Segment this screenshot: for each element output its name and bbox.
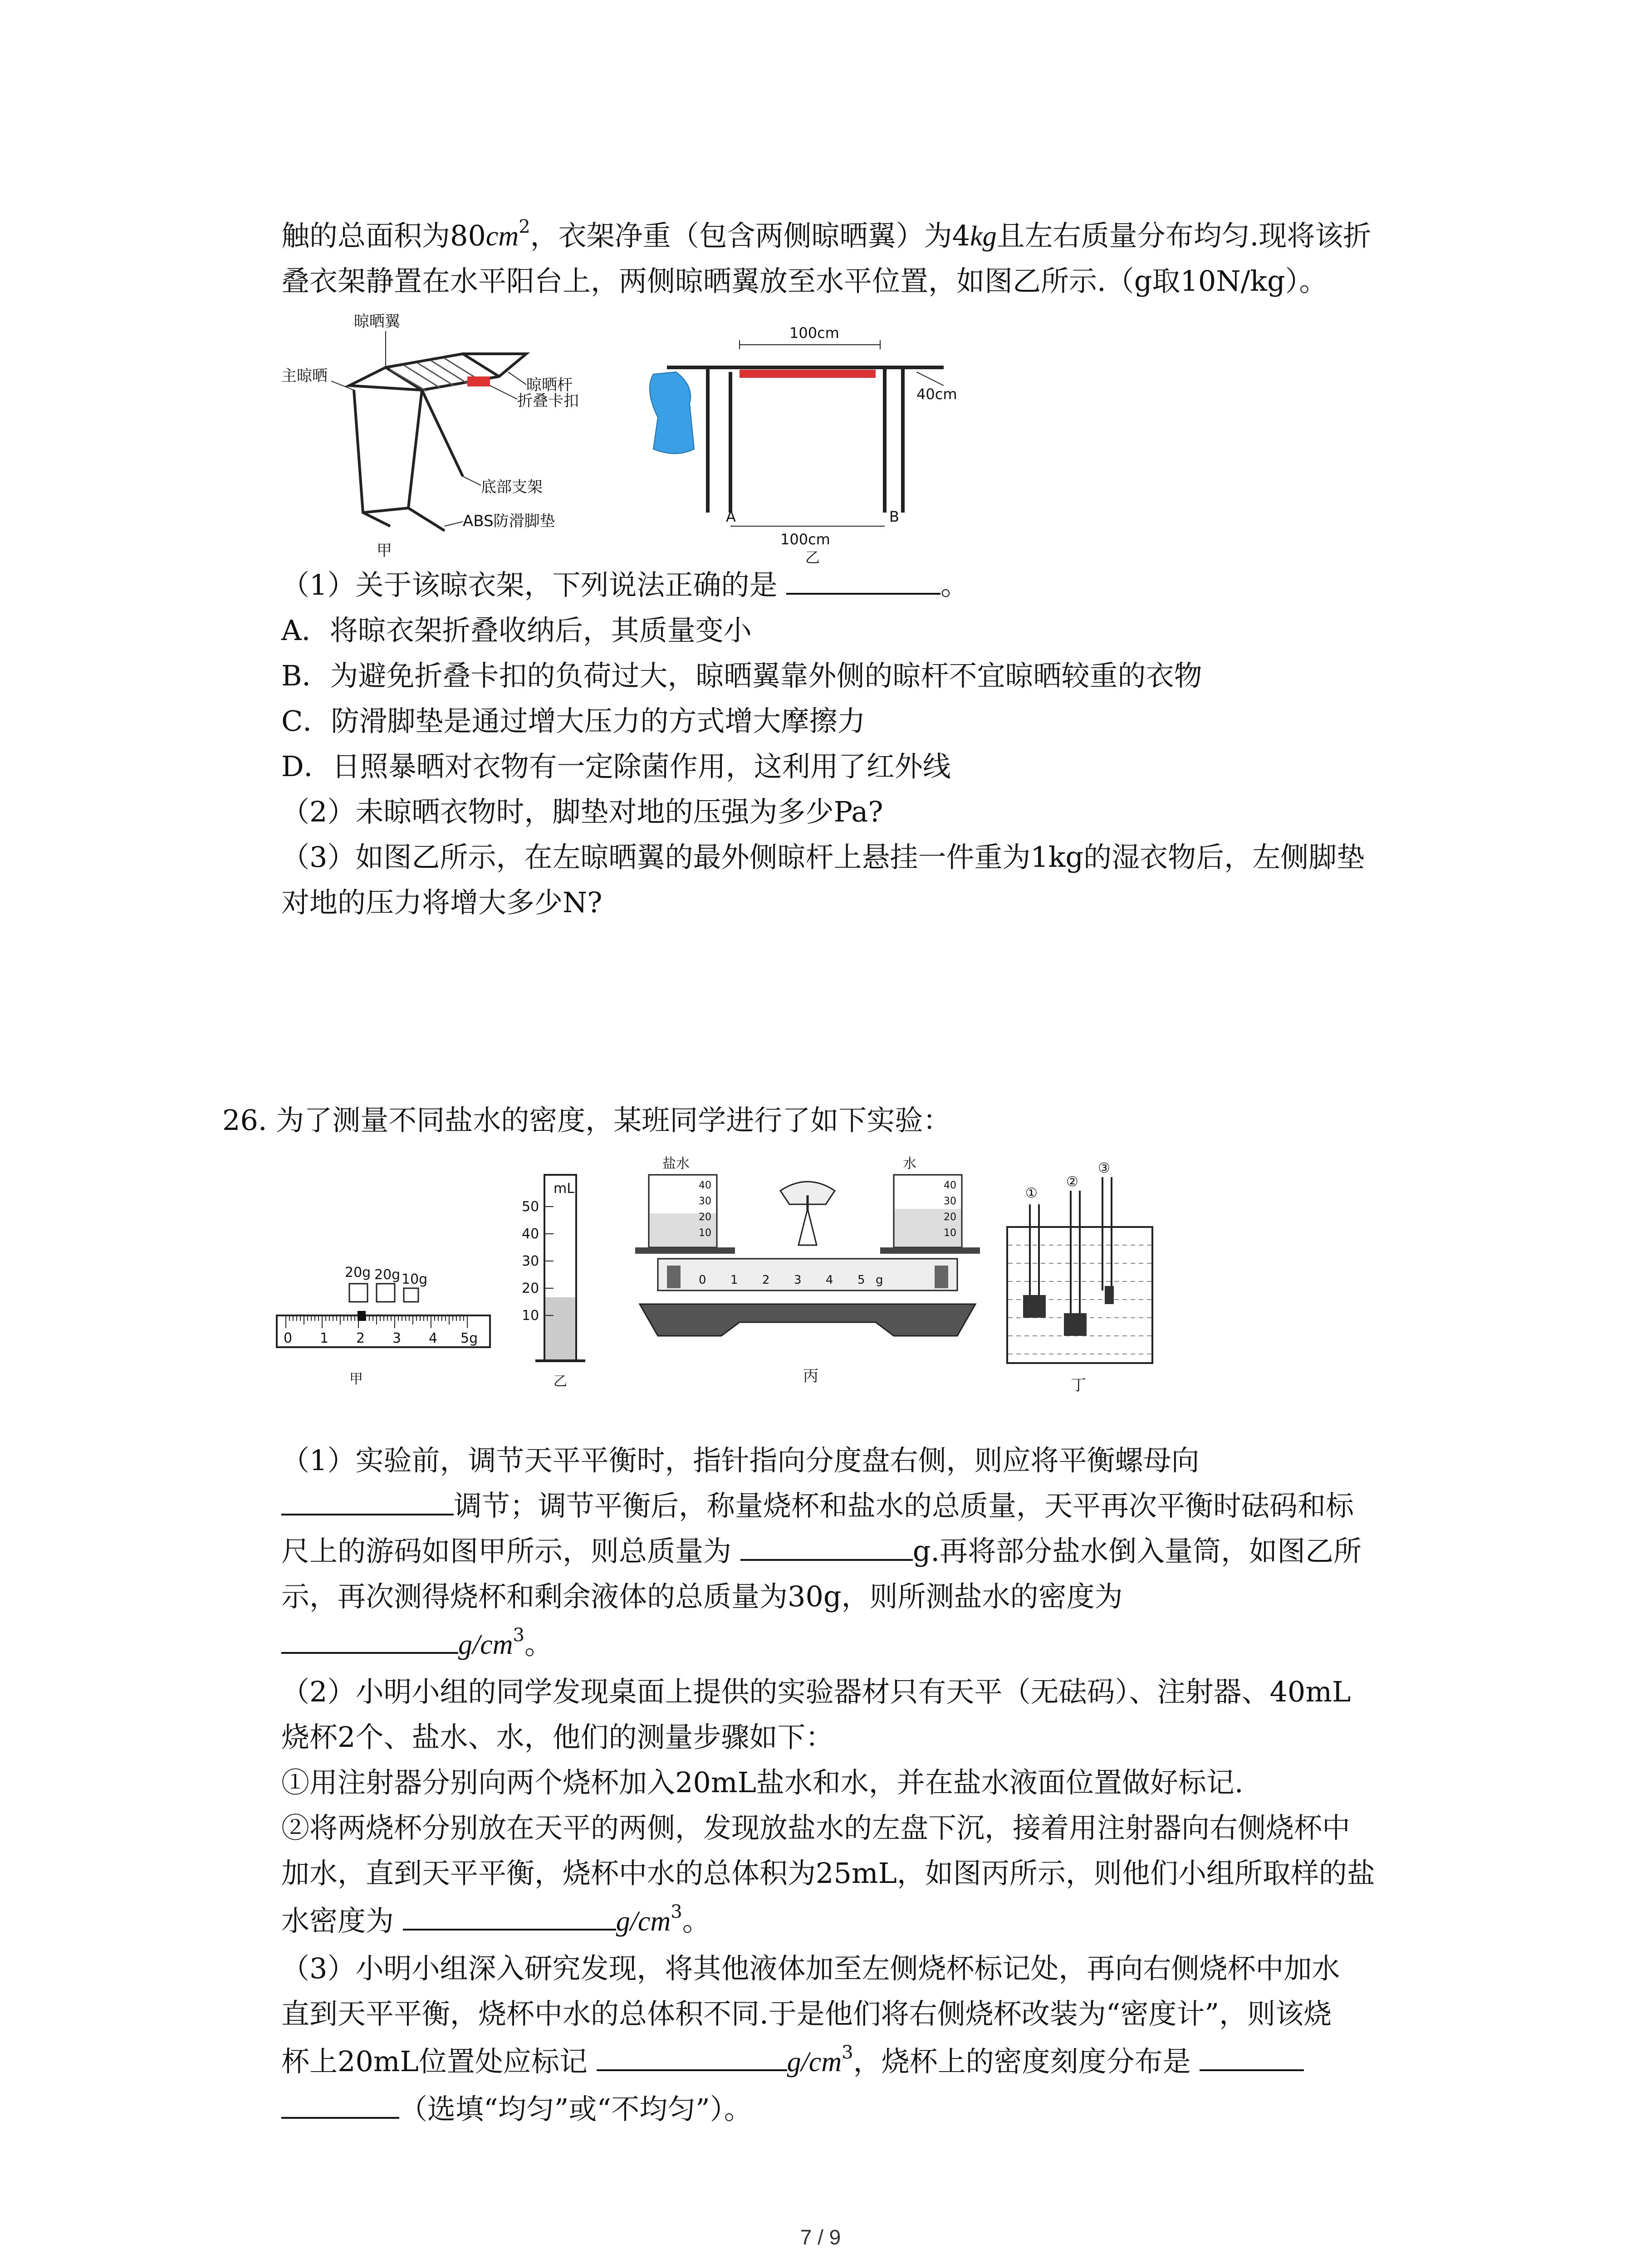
q26-p2-step1: ①用注射器分别向两个烧杯加入20mL盐水和水，并在盐水液面位置做好标记.: [281, 1766, 1244, 1799]
q26-p2-step2-line3: 水密度为 $g/cm^3$。: [281, 1901, 710, 1937]
jia-weight-3: 10g: [402, 1271, 428, 1287]
q26-p1-line2: 调节；调节平衡后，称量烧杯和盐水的总质量，天平再次平衡时砝码和标: [281, 1483, 1456, 1529]
yi-unit: mL: [554, 1181, 574, 1197]
svg-text:3: 3: [794, 1273, 802, 1287]
q25-option-a: A．将晾衣架折叠收纳后，其质量变小: [281, 614, 752, 647]
svg-text:20: 20: [944, 1212, 956, 1223]
jia-scale-5: 5g: [460, 1330, 478, 1346]
yi-top-dim: 100cm: [789, 324, 839, 342]
q26-p3-line3: 杯上20mL位置处应标记 $g/cm^3$，烧杯上的密度刻度分布是: [281, 2039, 1456, 2085]
q26-figure-ding: [998, 1154, 1161, 1410]
q26-p3-line2: 直到天平平衡，烧杯中水的总体积不同.于是他们将右侧烧杯改装为“密度计”，则该烧: [281, 1997, 1332, 2030]
page-number: 7 / 9: [800, 2225, 841, 2249]
jia-caption-26: 甲: [349, 1371, 363, 1387]
q26-title: 26. 为了测量不同盐水的密度，某班同学进行了如下实验：: [222, 1104, 951, 1137]
q26-p1-line3: 尺上的游码如图甲所示，则总质量为 g.再将部分盐水倒入量筒，如图乙所: [281, 1529, 1456, 1574]
jia-scale-3: 3: [392, 1330, 402, 1346]
svg-text:30: 30: [944, 1196, 956, 1207]
yi-bottom-dim: 100cm: [780, 531, 830, 548]
q26-p2-step2-line2: 加水，直到天平平衡，烧杯中水的总体积为25mL，如图丙所示，则他们小组所取样的盐: [281, 1857, 1375, 1890]
bing-right-label: 水: [903, 1156, 916, 1172]
q25-sub2: （2）未晾晒衣物时，脚垫对地的压强为多少Pa?: [281, 795, 883, 828]
jia-label-rod: 晾晒杆: [526, 376, 573, 394]
ding-label-1: ①: [1025, 1185, 1038, 1201]
q25-option-c: C．防滑脚垫是通过增大压力的方式增大摩擦力: [281, 704, 866, 738]
svg-text:30: 30: [699, 1196, 711, 1207]
q25-option-b: B．为避免折叠卡扣的负荷过大，晾晒翼靠外侧的晾杆不宜晾晒较重的衣物: [281, 659, 1202, 692]
svg-text:20: 20: [699, 1212, 711, 1223]
yi-side-dim: 40cm: [916, 386, 957, 403]
bing-left-label: 盐水: [662, 1156, 690, 1172]
q26-figure-bing: [631, 1154, 994, 1410]
q26-p3-blank-distribution-a[interactable]: [1200, 2041, 1304, 2071]
ding-caption: 丁: [1071, 1376, 1086, 1394]
yi-tick-50: 50: [522, 1199, 539, 1215]
q25-option-d: D．日照暴晒对衣物有一定除菌作用，这利用了红外线: [281, 750, 951, 783]
svg-text:4: 4: [826, 1273, 833, 1287]
q25-sub1: （1）关于该晾衣架，下列说法正确的是 。: [281, 562, 1456, 608]
q26-p2-step2-line1: ②将两烧杯分别放在天平的两侧，发现放盐水的左盘下沉，接着用注射器向右侧烧杯中: [281, 1811, 1351, 1844]
yi-caption: 乙: [805, 549, 820, 566]
q25-intro-line2: 叠衣架静置在水平阳台上，两侧晾晒翼放至水平位置，如图乙所示.（g取10N/kg）。: [281, 264, 1327, 298]
yi-point-b: B: [889, 508, 899, 525]
svg-text:0: 0: [699, 1273, 706, 1287]
q25-sub1-blank[interactable]: [786, 565, 941, 595]
svg-text:1: 1: [730, 1273, 738, 1287]
ding-label-3: ③: [1098, 1160, 1110, 1176]
q26-figure-jia: [272, 1234, 499, 1408]
q26-p2-line1: （2）小明小组的同学发现桌面上提供的实验器材只有天平（无砝码）、注射器、40mL: [281, 1675, 1351, 1708]
ding-label-2: ②: [1066, 1174, 1078, 1190]
q25-figure-yi: [626, 313, 989, 569]
q26-p3-blank-distribution-b[interactable]: [281, 2089, 399, 2119]
yi-point-a: A: [726, 508, 736, 525]
jia-label-main: 主晾晒: [281, 367, 328, 385]
jia-weight-1: 20g: [345, 1265, 371, 1281]
q26-p1-blank-direction[interactable]: [281, 1486, 454, 1515]
yi-tick-40: 40: [522, 1226, 539, 1242]
q26-p3-line4: （选填“均匀”或“不均匀”）。: [281, 2087, 1456, 2132]
jia-scale-4: 4: [429, 1330, 438, 1346]
svg-text:5: 5: [857, 1273, 865, 1287]
jia-scale-0: 0: [284, 1330, 293, 1346]
q25-figure-jia: [272, 313, 590, 569]
yi-tick-20: 20: [522, 1281, 539, 1296]
q26-figure-yi: [508, 1161, 599, 1408]
q26-p1-line1: （1）实验前，调节天平平衡时，指针指向分度盘右侧，则应将平衡螺母向: [281, 1444, 1200, 1477]
svg-text:10: 10: [699, 1227, 711, 1239]
yi-tick-10: 10: [522, 1308, 539, 1324]
q26-p2-blank-density[interactable]: [403, 1901, 616, 1931]
q25-sub3-line1: （3）如图乙所示，在左晾晒翼的最外侧晾杆上悬挂一件重为1kg的湿衣物后，左侧脚垫: [281, 841, 1365, 874]
q26-p1-line4: 示，再次测得烧杯和剩余液体的总质量为30g，则所测盐水的密度为: [281, 1580, 1123, 1613]
q25-intro-line1: 触的总面积为$80cm^2$，衣架净重（包含两侧晾晒翼）为4kg且左右质量分布均匀.现将该折: [281, 216, 1372, 252]
jia-label-buckle: 折叠卡扣: [517, 392, 579, 410]
yi-caption-26: 乙: [554, 1374, 567, 1389]
q25-sub3-line2: 对地的压力将增大多少N?: [281, 886, 603, 919]
q26-p3-line1: （3）小明小组深入研究发现，将其他液体加至左侧烧杯标记处，再向右侧烧杯中加水: [281, 1952, 1340, 1985]
yi-tick-30: 30: [522, 1253, 539, 1269]
q26-p1-blank-mass[interactable]: [740, 1531, 913, 1561]
svg-text:10: 10: [944, 1227, 956, 1239]
jia-label-pad: ABS防滑脚垫: [463, 512, 555, 530]
q26-p2-line2: 烧杯2个、盐水、水，他们的测量步骤如下：: [281, 1721, 834, 1754]
jia-weight-2: 20g: [374, 1267, 401, 1283]
jia-scale-1: 1: [320, 1330, 329, 1346]
jia-scale-2: 2: [356, 1330, 365, 1346]
jia-caption: 甲: [377, 542, 392, 560]
bing-caption: 丙: [803, 1367, 818, 1385]
svg-text:g: g: [876, 1273, 883, 1287]
q26-p1-line5: $g/cm^3$。: [281, 1622, 1456, 1667]
svg-text:2: 2: [762, 1273, 770, 1287]
svg-text:40: 40: [699, 1180, 711, 1191]
svg-text:40: 40: [944, 1180, 956, 1191]
jia-label-base: 底部支架: [481, 478, 543, 496]
q26-p1-blank-density[interactable]: [281, 1624, 458, 1654]
jia-label-wing: 晾晒翼: [354, 313, 400, 331]
q26-p3-blank-mark[interactable]: [597, 2041, 787, 2071]
